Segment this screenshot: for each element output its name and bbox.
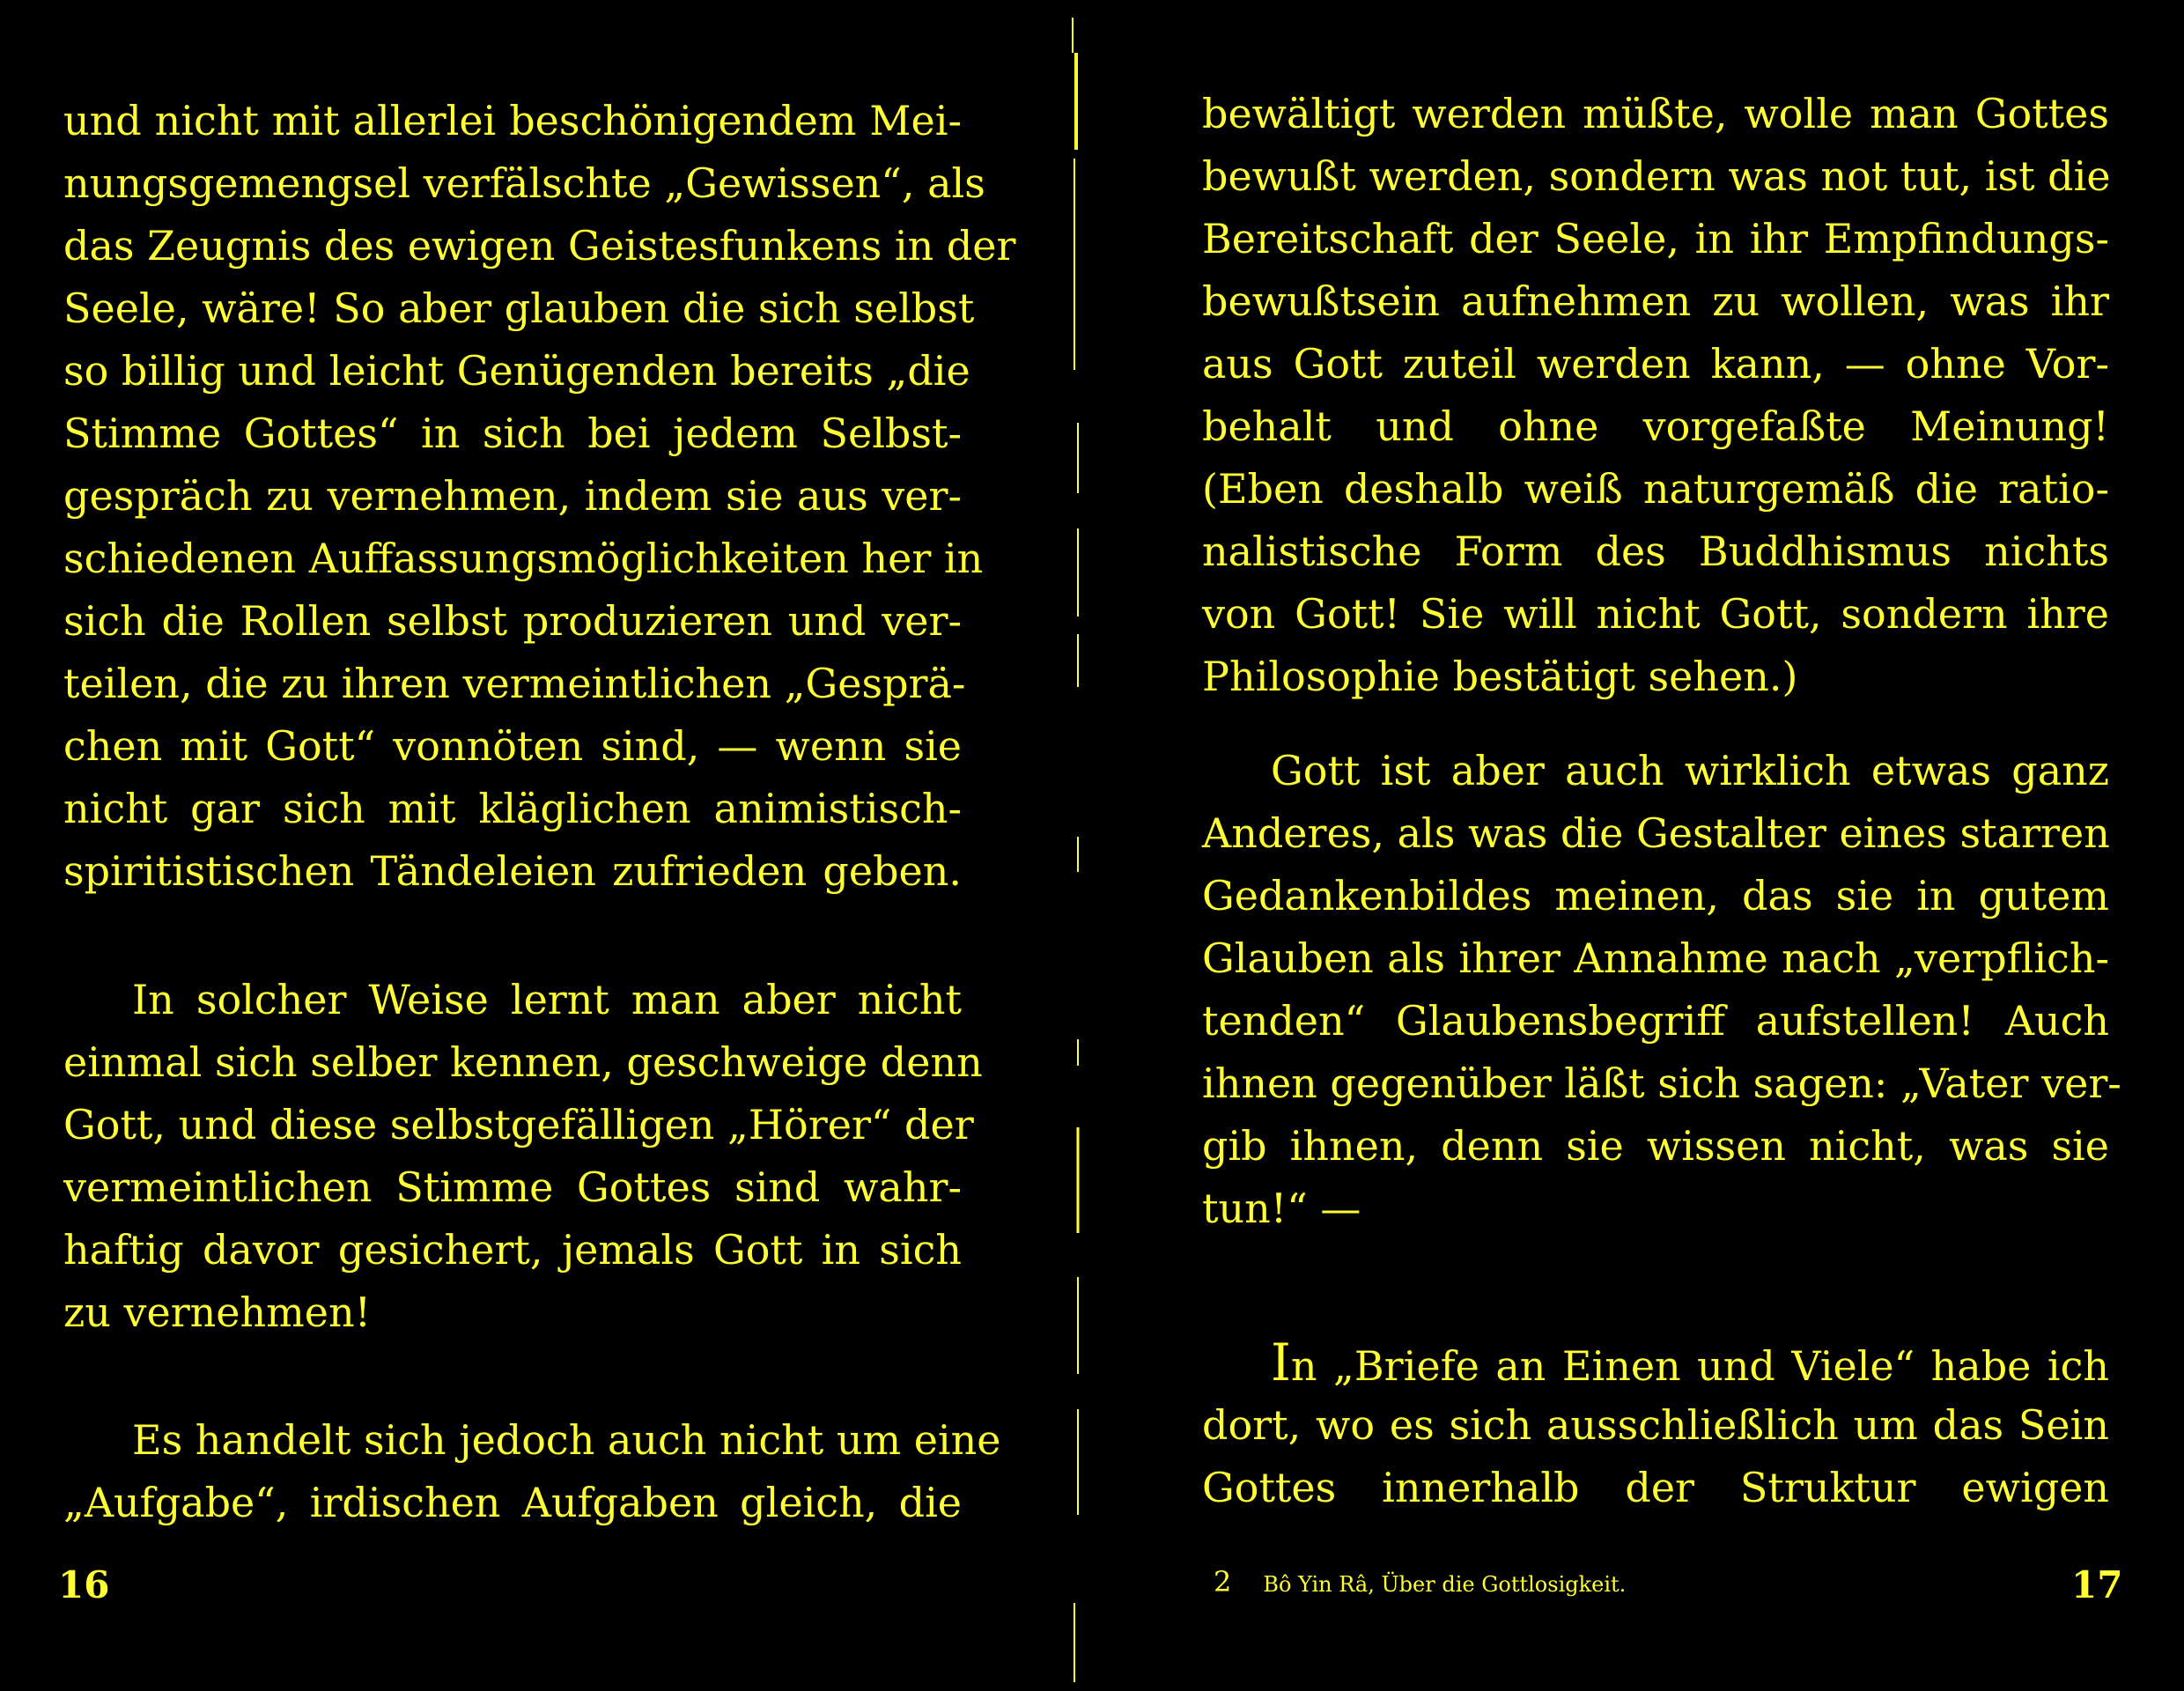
right-paragraph-2 xyxy=(1202,740,2121,1240)
text-line: tun!“ — xyxy=(1202,1185,1361,1232)
page-number: 17 xyxy=(2071,1563,2123,1606)
text-line: aus Gott zuteil werden kann, — ohne Vor- xyxy=(1202,340,2109,388)
text-line: n „Briefe an Einen und Viele“ habe ich xyxy=(1290,1342,2109,1390)
text-line: behalt und ohne vorgefaßte Meinung! xyxy=(1202,402,2109,450)
right-paragraph-3 xyxy=(1202,1332,2109,1519)
text-line: nungsgemengsel verfälschte „Gewissen“, als xyxy=(63,159,985,207)
signature-footer xyxy=(1214,1565,1626,1599)
left-page xyxy=(0,0,1066,1691)
right-paragraph-1 xyxy=(1202,83,2109,708)
page-number: 16 xyxy=(58,1563,110,1606)
text-line: „Aufgabe“, irdischen Aufgaben gleich, die xyxy=(63,1479,962,1526)
text-line: haftig davor gesichert, jemals Gott in sich xyxy=(63,1226,962,1274)
text-line: chen mit Gott“ vonnöten sind, — wenn sie xyxy=(63,722,962,770)
text-line: dort, wo es sich ausschließlich um das Sein xyxy=(1202,1401,2109,1449)
text-line: spiritistischen Tändeleien zufrieden geben. xyxy=(63,847,962,895)
text-line: einmal sich selber kennen, geschweige denn xyxy=(63,1038,983,1086)
text-line: tenden“ Glaubensbegriff aufstellen! Auch xyxy=(1202,997,2109,1045)
text-line: teilen, die zu ihren vermeintlichen „Gesprä- xyxy=(63,660,966,707)
text-line: Gottes innerhalb der Struktur ewigen xyxy=(1202,1464,2109,1511)
text-line: vermeintlichen Stimme Gottes sind wahr- xyxy=(63,1163,962,1211)
left-paragraph-2 xyxy=(63,969,983,1344)
text-line: das Zeugnis des ewigen Geistesfunkens in der xyxy=(63,222,1016,270)
left-paragraph-3 xyxy=(63,1409,1001,1534)
text-line: Stimme Gottes“ in sich bei jedem Selbst- xyxy=(63,410,962,457)
left-paragraph-1 xyxy=(63,90,1016,903)
text-line: Philosophie bestätigt sehen.) xyxy=(1202,653,1798,700)
text-line: so billig und leicht Genügenden bereits „die xyxy=(63,347,970,395)
text-line: bewußt werden, sondern was not tut, ist die xyxy=(1202,152,2111,200)
text-line: Bereitschaft der Seele, in ihr Empfindungs- xyxy=(1202,215,2109,262)
text-line: In solcher Weise lernt man aber nicht xyxy=(132,976,962,1023)
text-line: Gedankenbildes meinen, das sie in gutem xyxy=(1202,872,2109,919)
initial-letter: I xyxy=(1271,1333,1291,1392)
text-line: gespräch zu vernehmen, indem sie aus ver- xyxy=(63,472,962,520)
text-line: und nicht mit allerlei beschönigendem Mei- xyxy=(63,97,962,144)
text-line: Es handelt sich jedoch auch nicht um eine xyxy=(132,1416,1001,1464)
text-line: schiedenen Auffassungsmöglichkeiten her in xyxy=(63,535,984,582)
text-line: nalistische Form des Buddhismus nichts xyxy=(1202,528,2109,575)
text-line: bewußtsein aufnehmen zu wollen, was ihr xyxy=(1202,277,2109,325)
text-line: Seele, wäre! So aber glauben die sich selbst xyxy=(63,284,975,332)
text-line: nicht gar sich mit kläglichen animistisch- xyxy=(63,785,962,832)
text-line: ihnen gegenüber läßt sich sagen: „Vater ver- xyxy=(1202,1060,2121,1107)
right-page xyxy=(1092,0,2184,1691)
text-line-with-initial xyxy=(1202,1332,2109,1394)
signature-text: Bô Yin Râ, Über die Gottlosigkeit. xyxy=(1263,1572,1627,1597)
text-line: (Eben deshalb weiß naturgemäß die ratio- xyxy=(1202,465,2109,513)
text-line: Gott ist aber auch wirklich etwas ganz xyxy=(1271,747,2109,794)
text-line: Glauben als ihrer Annahme nach „verpflich- xyxy=(1202,934,2109,982)
text-line: gib ihnen, denn sie wissen nicht, was sie xyxy=(1202,1122,2109,1170)
signature-number: 2 xyxy=(1214,1565,1232,1599)
text-line: Anderes, als was die Gestalter eines starren xyxy=(1202,809,2110,857)
text-line: von Gott! Sie will nicht Gott, sondern ihre xyxy=(1202,590,2109,638)
text-line: zu vernehmen! xyxy=(63,1289,372,1336)
text-line: bewältigt werden müßte, wolle man Gottes xyxy=(1202,90,2109,137)
text-line: Gott, und diese selbstgefälligen „Hörer“ der xyxy=(63,1101,974,1148)
text-line: sich die Rollen selbst produzieren und ver- xyxy=(63,597,962,645)
